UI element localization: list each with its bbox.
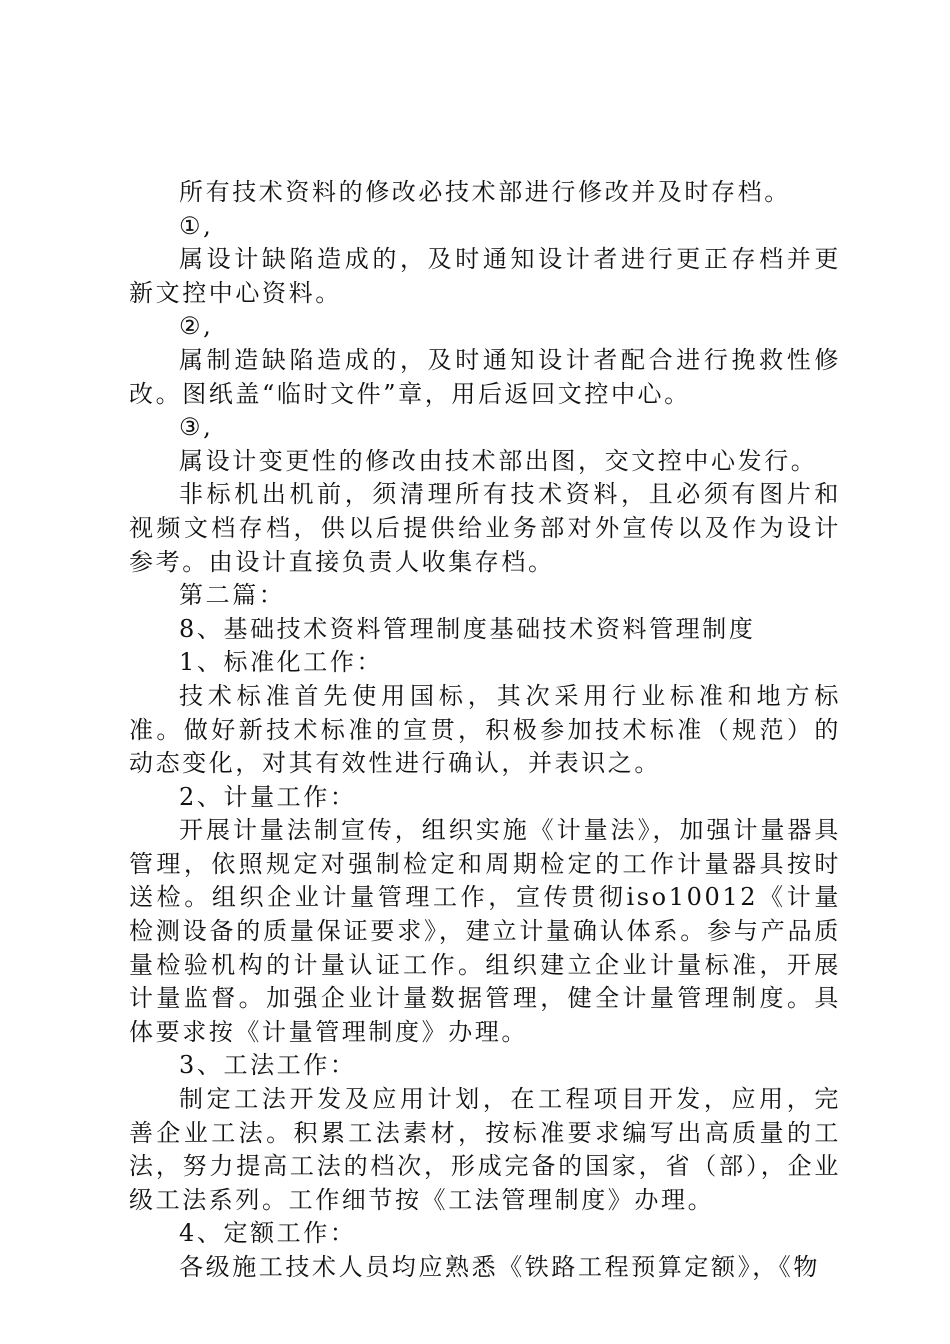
section-heading: 第二篇： <box>179 581 286 610</box>
paragraph: 各级施工技术人员均应熟悉《铁路工程预算定额》，《物 <box>179 1253 820 1281</box>
paragraph: 技术标准首先使用国标，其次采用行业标准和地方标准。做好新技术标准的宣贯，积极参加技术标准（规范）的动态变化，对其有效性进行确认，并表识之。 <box>129 681 841 778</box>
list-marker: ①, <box>179 211 214 240</box>
paragraph: 制定工法开发及应用计划，在工程项目开发，应用，完善企业工法。积累工法素材，按标准要求编写出高质量的工法，努力提高工法的档次，形成完备的国家，省（部），企业级工法系列。工作细节按《工法管理制度》办理。 <box>129 1085 841 1214</box>
paragraph: 开展计量法制宣传，组织实施《计量法》，加强计量器具管理，依照规定对强制检定和周期检定的工作计量器具按时送检。组织企业计量管理工作，宣传贯彻iso10012《计量检测设备的质量保证要求》，建立计量确认体系。参与产品质量检验机构的计量认证工作。组织建立企业计量标准，开展计量监督。加强企业计量数据管理，健全计量管理制度。具体要求按《计量管理制度》办理。 <box>129 816 841 1046</box>
paragraph: 所有技术资料的修改必技术部进行修改并及时存档。 <box>179 178 791 206</box>
section-title: 8、基础技术资料管理制度基础技术资料管理制度 <box>179 614 756 643</box>
paragraph: 属制造缺陷造成的，及时通知设计者配合进行挽救性修改。图纸盖“临时文件”章，用后返回文控中心。 <box>129 345 841 408</box>
paragraph: 属设计变更性的修改由技术部出图，交文控中心发行。 <box>179 446 818 475</box>
document-body <box>129 176 841 1285</box>
paragraph: 非标机出机前，须清理所有技术资料，且必须有图片和视频文档存档，供以后提供给业务部对外宣传以及作为设计参考。由设计直接负责人收集存档。 <box>129 480 841 576</box>
list-marker: ③, <box>179 413 214 442</box>
subsection-heading: 4、定额工作： <box>179 1219 357 1248</box>
subsection-heading: 3、工法工作： <box>179 1051 357 1080</box>
subsection-heading: 1、标准化工作： <box>179 648 384 677</box>
paragraph: 属设计缺陷造成的，及时通知设计者进行更正存档并更新文控中心资料。 <box>129 245 841 307</box>
subsection-heading: 2、计量工作： <box>179 782 357 811</box>
list-marker: ②, <box>179 312 214 341</box>
